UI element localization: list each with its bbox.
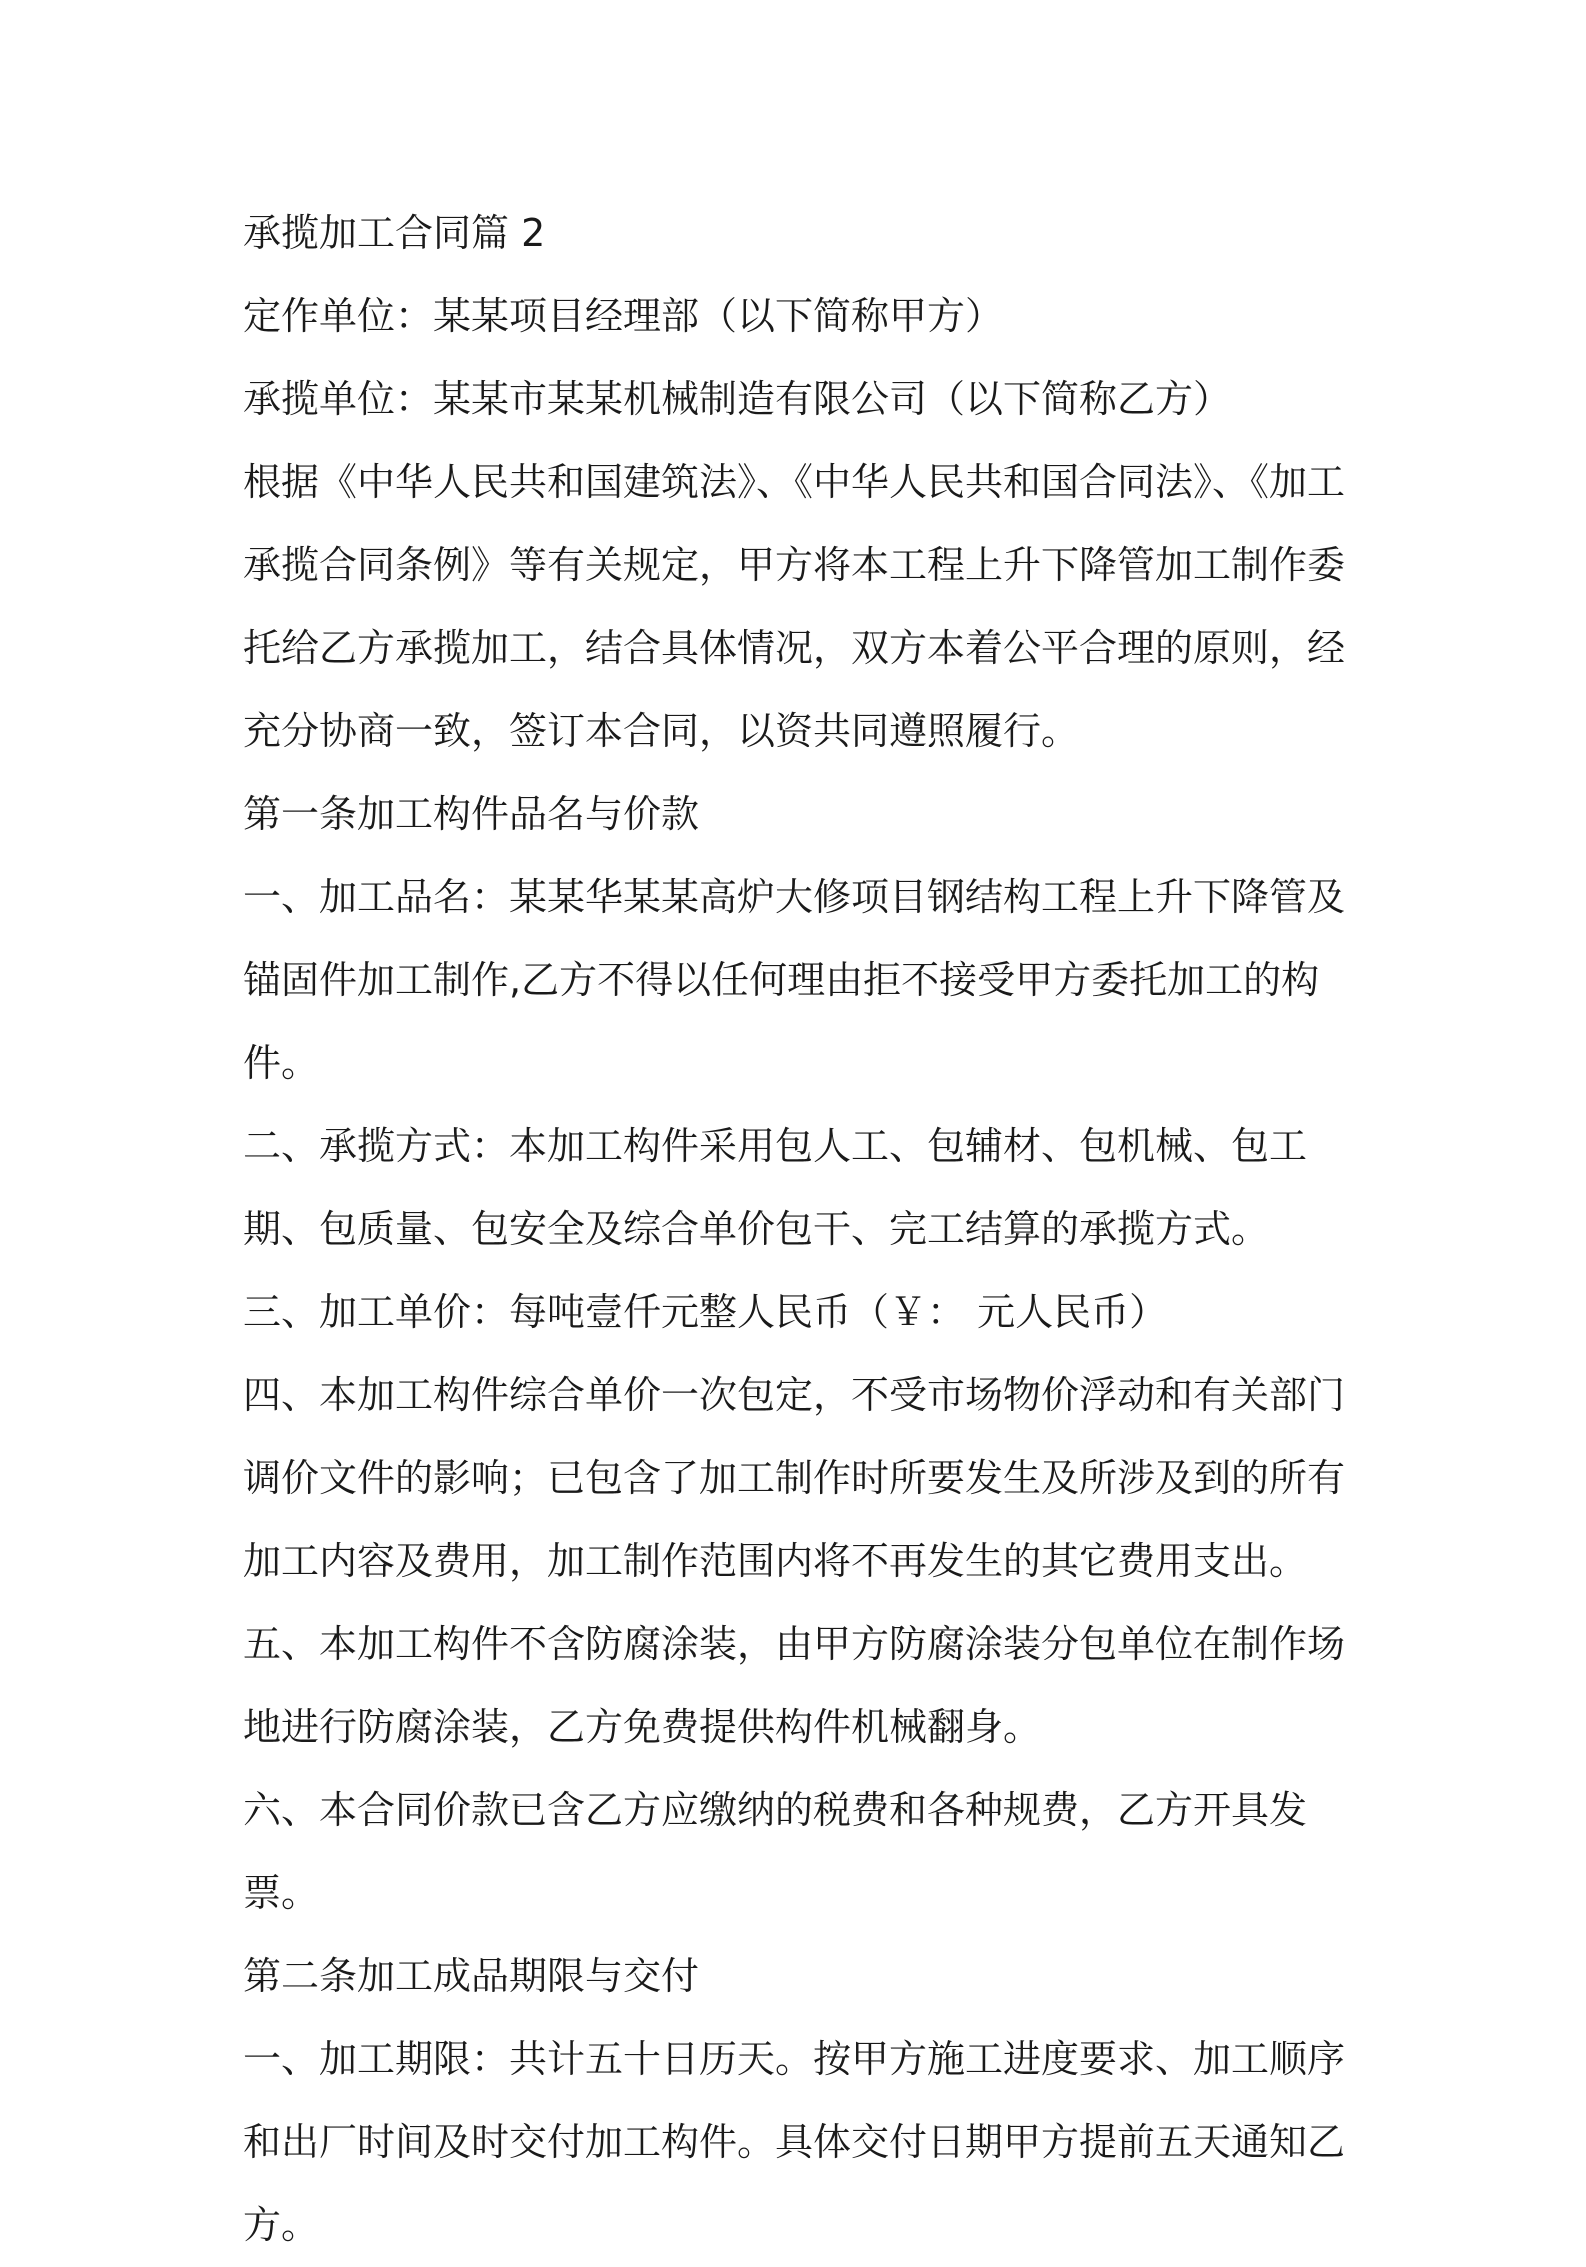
article-1-item-4: 四、本加工构件综合单价一次包定，不受市场物价浮动和有关部门调价文件的影响；已包含了加工制作时所要发生及所涉及到的所有加工内容及费用，加工制作范围内将不再发生的其它费用支出。 (243, 1373, 1346, 1583)
article-2-item-1: 一、加工期限：共计五十日历天。按甲方施工进度要求、加工顺序和出厂时间及时交付加工构件。具体交付日期甲方提前五天通知乙方。 (243, 2037, 1346, 2247)
article-2-heading: 第二条加工成品期限与交付 (243, 1954, 700, 1998)
preamble-paragraph: 根据《中华人民共和国建筑法》、《中华人民共和国合同法》、《加工承揽合同条例》等有关规定，甲方将本工程上升下降管加工制作委托给乙方承揽加工，结合具体情况，双方本着公平合理的原则，经充分协商一致，签订本合同，以资共同遵照履行。 (243, 460, 1346, 753)
article-1-heading: 第一条加工构件品名与价款 (243, 792, 700, 836)
document-title: 承揽加工合同篇 2 (243, 211, 546, 255)
party-b-line: 承揽单位：某某市某某机械制造有限公司（以下简称乙方） (243, 377, 1232, 421)
article-1-item-1: 一、加工品名：某某华某某高炉大修项目钢结构工程上升下降管及锚固件加工制作,乙方不得以任何理由拒不接受甲方委托加工的构件。 (243, 875, 1346, 1085)
document-body (243, 192, 1361, 2267)
article-1-item-5: 五、本加工构件不含防腐涂装，由甲方防腐涂装分包单位在制作场地进行防腐涂装，乙方免费提供构件机械翻身。 (243, 1622, 1346, 1749)
party-a-line: 定作单位：某某项目经理部（以下简称甲方） (243, 294, 1004, 338)
article-1-item-3: 三、加工单价：每吨壹仟元整人民币（￥： 元人民币） (243, 1290, 1168, 1334)
article-1-item-2: 二、承揽方式：本加工构件采用包人工、包辅材、包机械、包工期、包质量、包安全及综合单价包干、完工结算的承揽方式。 (243, 1124, 1308, 1251)
article-1-item-6: 六、本合同价款已含乙方应缴纳的税费和各种规费，乙方开具发票。 (243, 1788, 1308, 1915)
